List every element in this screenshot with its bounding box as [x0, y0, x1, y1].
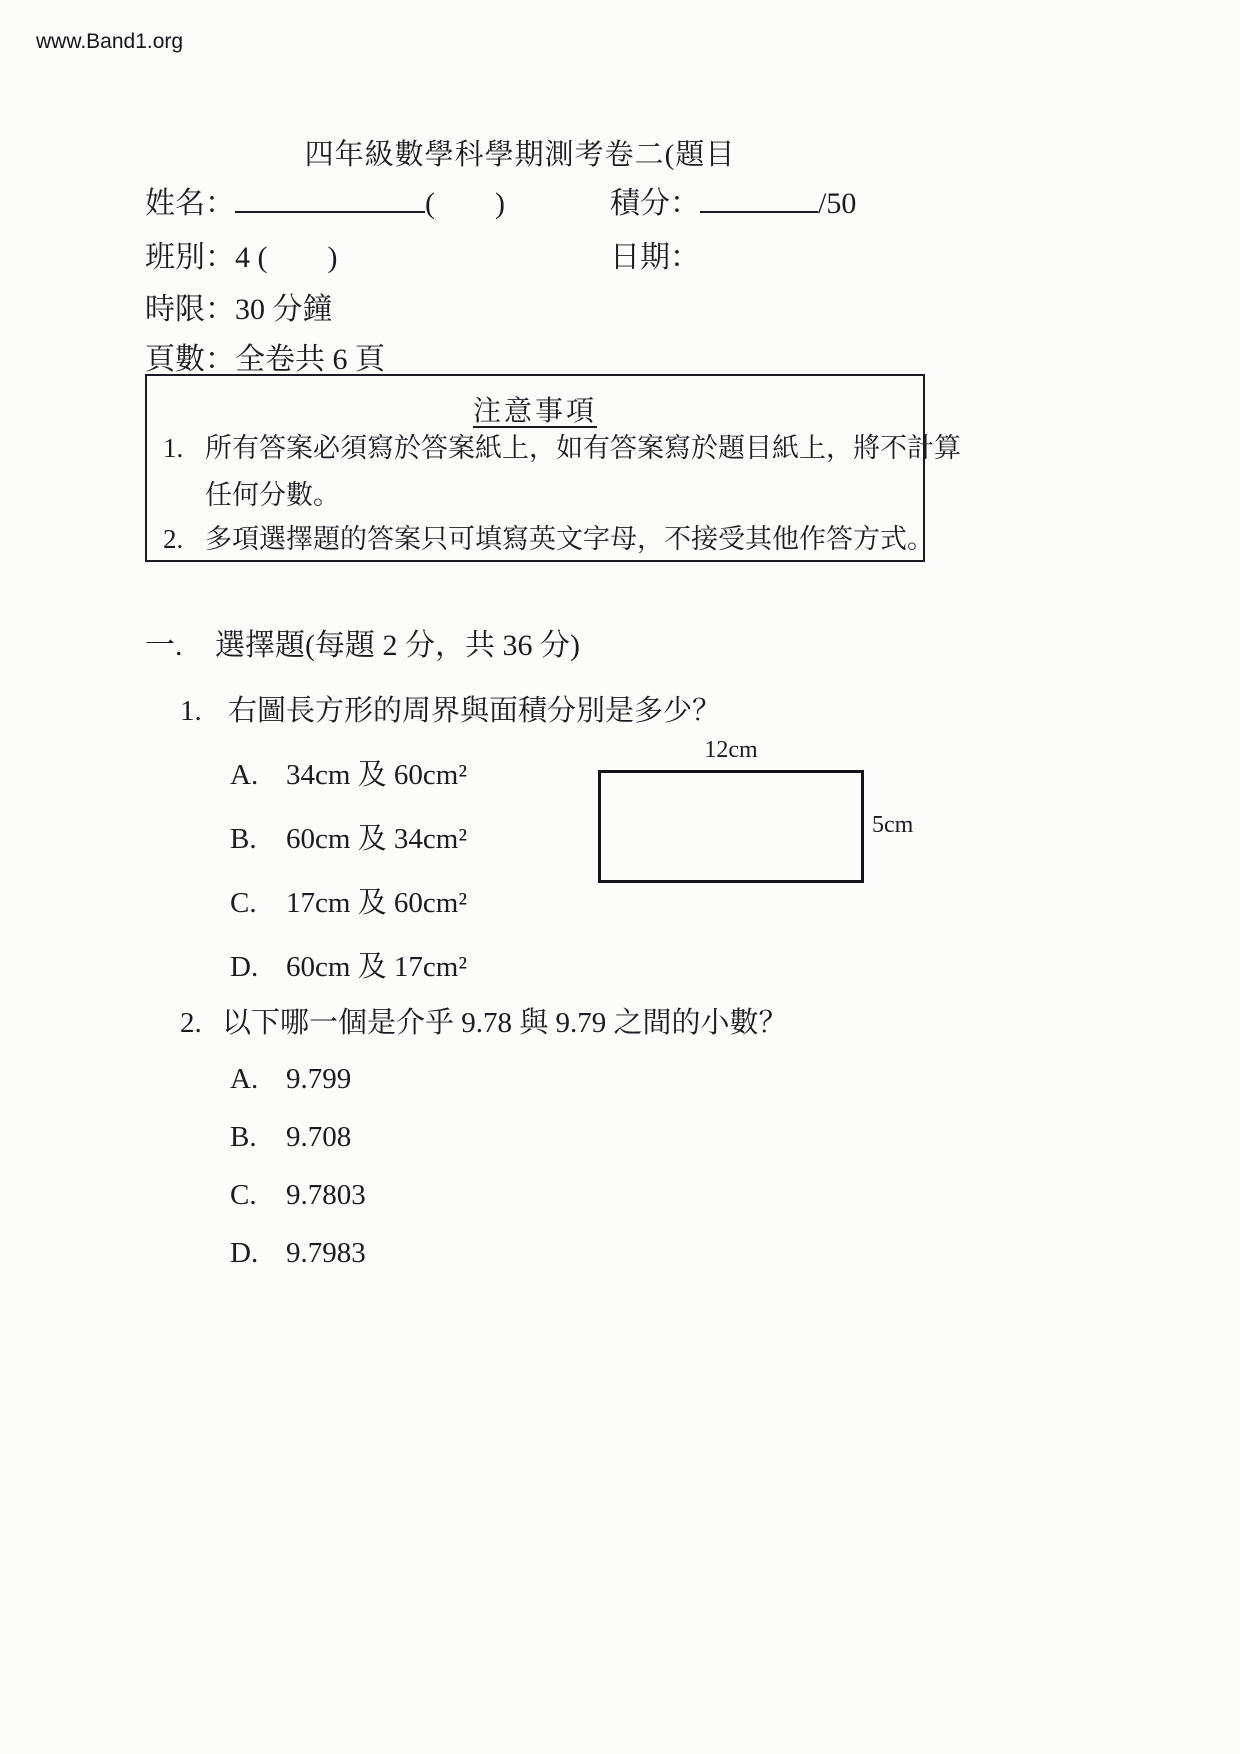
option-b-text: 9.708: [286, 1121, 352, 1153]
notice-item-2-line-1: [163, 517, 934, 556]
option-c-letter: C.: [230, 1179, 257, 1211]
notice-title: 注意事項: [472, 396, 597, 427]
option-b-text: 60cm 及 34cm²: [286, 823, 468, 855]
score-label: 積分：: [610, 187, 700, 220]
option-a-letter: A.: [230, 759, 259, 791]
name-paren: ( ): [425, 187, 505, 220]
paper-title: 四年級數學科學期測考卷二(題目: [304, 139, 736, 171]
option-c-letter: C.: [230, 887, 257, 919]
score-blank-line: [700, 209, 818, 213]
notice-item-1-number: 1.: [163, 433, 184, 463]
question-1-option-c: [230, 880, 467, 921]
notice-item-1-text-2: 任何分數。: [205, 480, 340, 510]
site-watermark: www.Band1.org: [36, 30, 184, 53]
name-label: 姓名：: [145, 187, 235, 220]
option-d-letter: D.: [230, 951, 259, 983]
question-2-text: 以下哪一個是介乎 9.78 與 9.79 之間的小數？: [222, 1007, 788, 1039]
time-limit-label: 時限：30 分鐘: [145, 293, 333, 326]
option-a-text: 34cm 及 60cm²: [286, 759, 468, 791]
class-field-row: [145, 232, 337, 276]
date-field-row: [610, 232, 700, 276]
score-field-row: [610, 178, 856, 222]
section-1-number: 一.: [145, 629, 183, 662]
option-d-letter: D.: [230, 1237, 259, 1269]
page-count-row: [145, 334, 385, 378]
option-c-text: 17cm 及 60cm²: [286, 887, 468, 919]
name-blank-line: [235, 209, 425, 213]
section-1-title: 選擇題(每題 2 分，共 36 分): [215, 629, 580, 662]
question-1-option-a: [230, 752, 467, 793]
option-d-row: [230, 1237, 366, 1270]
option-b-letter: B.: [230, 823, 257, 855]
question-2-number: 2.: [180, 1007, 202, 1039]
question-2: [180, 1000, 788, 1041]
notice-item-1-line-2: [205, 473, 340, 512]
section-1-heading: [145, 620, 580, 664]
question-1-option-b: [230, 816, 467, 857]
figure-width-label: 12cm: [704, 737, 758, 763]
question-1-option-d: [230, 944, 467, 985]
score-total: /50: [818, 187, 857, 220]
option-d-text: 60cm 及 17cm²: [286, 951, 468, 983]
option-c-text: 9.7803: [286, 1179, 366, 1211]
option-b-letter: B.: [230, 1121, 257, 1153]
page-count-label: 頁數：全卷共 6 頁: [145, 343, 385, 376]
option-a-letter: A.: [230, 1063, 259, 1095]
rectangle-figure: [598, 770, 864, 883]
date-label: 日期：: [610, 241, 700, 274]
class-label: 班別：4 ( ): [145, 241, 338, 274]
option-a-text: 9.799: [286, 1063, 352, 1095]
question-2-option-a: [230, 1063, 351, 1096]
notice-item-1-line-1: [163, 426, 961, 465]
question-1-number: 1.: [180, 695, 202, 727]
option-c-row: [230, 1179, 366, 1212]
figure-height-label: 5cm: [872, 812, 914, 838]
question-1-text: 右圖長方形的周界與面積分別是多少？: [228, 695, 722, 727]
notice-box: [145, 374, 961, 562]
question-1: [180, 688, 721, 729]
notice-item-2-number: 2.: [163, 524, 184, 554]
time-limit-row: [145, 284, 333, 328]
question-2-option-b: [230, 1121, 351, 1154]
name-field-row: [145, 178, 505, 222]
option-d-text: 9.7983: [286, 1237, 366, 1269]
notice-item-2-text-1: 多項選擇題的答案只可填寫英文字母，不接受其他作答方式。: [205, 524, 934, 554]
notice-item-1-text-1: 所有答案必須寫於答案紙上，如有答案寫於題目紙上，將不計算: [205, 433, 961, 463]
